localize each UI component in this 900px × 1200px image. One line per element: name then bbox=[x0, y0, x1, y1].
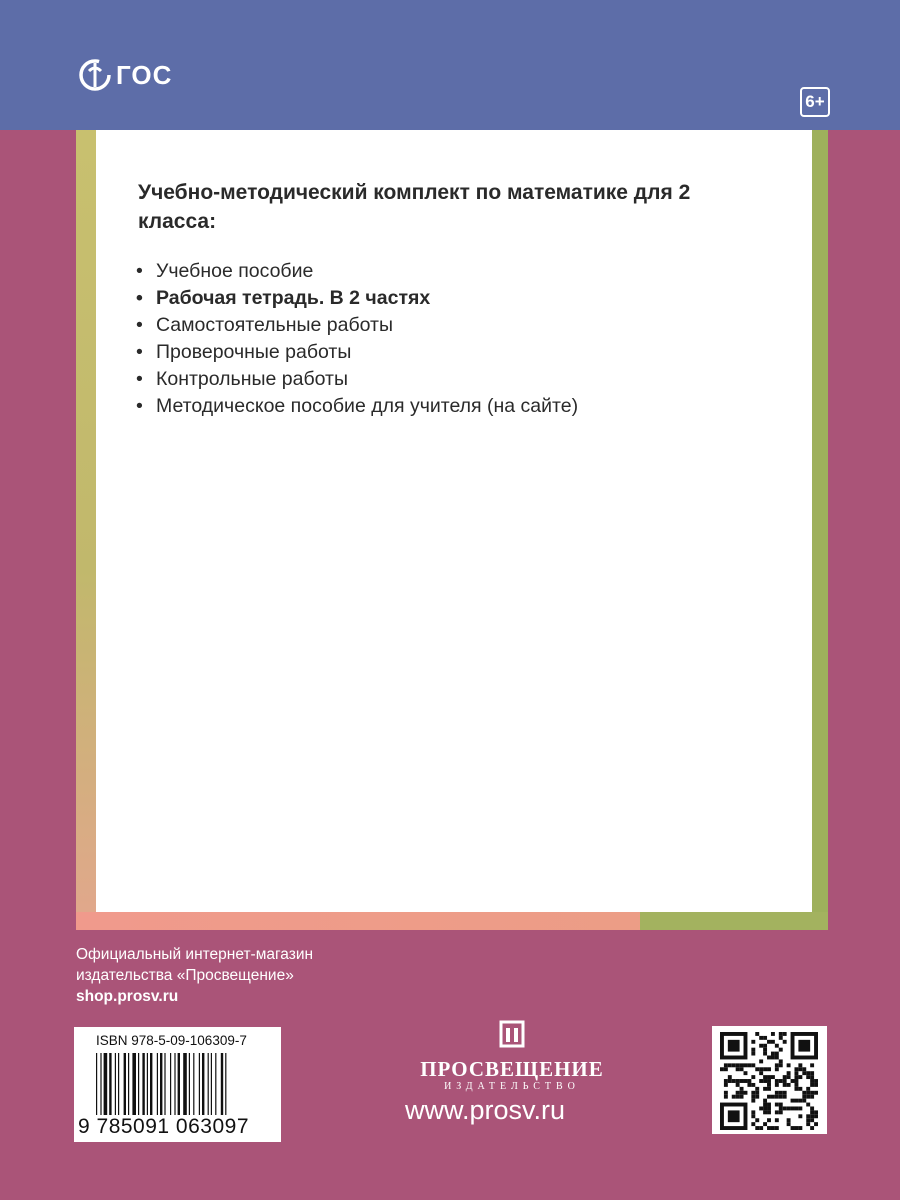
barcode-bar bbox=[164, 1053, 165, 1115]
qr-code-box[interactable] bbox=[712, 1026, 827, 1134]
barcode-bar bbox=[208, 1053, 209, 1115]
qr-module bbox=[810, 1063, 814, 1067]
barcode-bar bbox=[104, 1053, 108, 1115]
qr-module bbox=[802, 1091, 806, 1095]
qr-module bbox=[806, 1114, 810, 1118]
qr-module bbox=[775, 1126, 779, 1130]
qr-module bbox=[775, 1063, 779, 1067]
qr-module bbox=[771, 1095, 775, 1099]
qr-module bbox=[791, 1099, 795, 1103]
qr-module bbox=[728, 1079, 732, 1083]
qr-module bbox=[798, 1087, 802, 1091]
qr-module bbox=[767, 1110, 771, 1114]
qr-module bbox=[767, 1067, 771, 1071]
qr-module bbox=[787, 1083, 791, 1087]
qr-module bbox=[759, 1036, 763, 1040]
qr-module bbox=[783, 1106, 787, 1110]
qr-module bbox=[798, 1075, 802, 1079]
qr-module bbox=[775, 1095, 779, 1099]
bullet: • bbox=[136, 314, 143, 336]
qr-module bbox=[755, 1091, 759, 1095]
qr-module bbox=[802, 1095, 806, 1099]
qr-module bbox=[798, 1126, 802, 1130]
qr-module bbox=[783, 1075, 787, 1079]
qr-module bbox=[779, 1063, 783, 1067]
qr-module bbox=[806, 1071, 810, 1075]
bullet: • bbox=[136, 260, 143, 282]
qr-module bbox=[724, 1067, 728, 1071]
shop-line-1: Официальный интернет-магазин bbox=[76, 946, 314, 963]
qr-module bbox=[740, 1067, 744, 1071]
qr-module bbox=[736, 1091, 740, 1095]
qr-module bbox=[763, 1048, 767, 1052]
qr-module bbox=[779, 1048, 783, 1052]
shop-url-link[interactable]: shop.prosv.ru bbox=[76, 988, 179, 1005]
qr-module bbox=[744, 1063, 748, 1067]
qr-module bbox=[783, 1091, 787, 1095]
qr-module bbox=[720, 1067, 724, 1071]
qr-module bbox=[783, 1095, 787, 1099]
panel-bottom-edge bbox=[76, 912, 828, 930]
qr-module bbox=[798, 1040, 810, 1052]
qr-module bbox=[736, 1079, 740, 1083]
barcode-bar bbox=[132, 1053, 136, 1115]
qr-module bbox=[751, 1083, 755, 1087]
qr-module bbox=[775, 1044, 779, 1048]
barcode-bar bbox=[109, 1053, 111, 1115]
qr-module bbox=[779, 1079, 783, 1083]
qr-module bbox=[810, 1118, 814, 1122]
qr-module bbox=[751, 1091, 755, 1095]
qr-module bbox=[759, 1044, 763, 1048]
qr-module bbox=[755, 1087, 759, 1091]
qr-module bbox=[787, 1106, 791, 1110]
qr-module bbox=[759, 1059, 763, 1063]
bullet: • bbox=[136, 287, 143, 309]
barcode-bar bbox=[160, 1053, 162, 1115]
qr-module bbox=[759, 1067, 763, 1071]
list-item bbox=[136, 285, 578, 312]
qr-module bbox=[814, 1110, 818, 1114]
qr-module bbox=[767, 1126, 771, 1130]
barcode-bar bbox=[193, 1053, 194, 1115]
qr-module bbox=[787, 1063, 791, 1067]
qr-module bbox=[779, 1059, 783, 1063]
qr-module bbox=[810, 1110, 814, 1114]
qr-module bbox=[798, 1106, 802, 1110]
qr-module bbox=[759, 1106, 763, 1110]
qr-module bbox=[814, 1091, 818, 1095]
qr-module bbox=[810, 1091, 814, 1095]
qr-module bbox=[810, 1075, 814, 1079]
barcode-bar bbox=[150, 1053, 152, 1115]
age-rating-badge: 6+ bbox=[800, 87, 830, 117]
qr-module bbox=[767, 1118, 771, 1122]
qr-module bbox=[767, 1103, 771, 1107]
qr-module bbox=[736, 1083, 740, 1087]
qr-module bbox=[767, 1095, 771, 1099]
list-item bbox=[136, 366, 578, 393]
qr-module bbox=[775, 1110, 779, 1114]
qr-module bbox=[751, 1110, 755, 1114]
qr-module bbox=[794, 1087, 798, 1091]
qr-module bbox=[747, 1063, 751, 1067]
qr-module bbox=[728, 1075, 732, 1079]
qr-module bbox=[783, 1079, 787, 1083]
qr-module bbox=[802, 1067, 806, 1071]
barcode-bar bbox=[100, 1053, 101, 1115]
qr-module bbox=[724, 1091, 728, 1095]
qr-module bbox=[767, 1040, 771, 1044]
qr-module bbox=[775, 1056, 779, 1060]
qr-module bbox=[763, 1075, 767, 1079]
qr-module bbox=[802, 1071, 806, 1075]
qr-module bbox=[747, 1079, 751, 1083]
barcode-bar bbox=[115, 1053, 116, 1115]
bullet: • bbox=[136, 395, 143, 417]
qr-module bbox=[779, 1110, 783, 1114]
qr-module bbox=[771, 1126, 775, 1130]
qr-module bbox=[791, 1126, 795, 1130]
qr-module bbox=[775, 1118, 779, 1122]
barcode-bar bbox=[202, 1053, 204, 1115]
qr-module bbox=[728, 1040, 740, 1052]
qr-module bbox=[767, 1087, 771, 1091]
qr-module bbox=[763, 1087, 767, 1091]
kit-item-independent-work: Самостоятельные работы bbox=[156, 314, 393, 336]
qr-module bbox=[806, 1118, 810, 1122]
qr-module bbox=[724, 1063, 728, 1067]
publisher-subtitle: ИЗДАТЕЛЬСТВО bbox=[444, 1081, 580, 1092]
barcode-icon bbox=[96, 1053, 281, 1115]
qr-module bbox=[783, 1040, 787, 1044]
barcode-bar bbox=[157, 1053, 158, 1115]
qr-module bbox=[787, 1122, 791, 1126]
qr-module bbox=[751, 1099, 755, 1103]
qr-module bbox=[740, 1095, 744, 1099]
qr-module bbox=[751, 1063, 755, 1067]
barcode-bar bbox=[183, 1053, 187, 1115]
qr-module bbox=[751, 1075, 755, 1079]
qr-module bbox=[759, 1126, 763, 1130]
barcode-bar bbox=[118, 1053, 119, 1115]
qr-module bbox=[751, 1048, 755, 1052]
publisher-emblem-icon bbox=[495, 1020, 529, 1050]
panel-right-edge bbox=[812, 130, 828, 930]
qr-module bbox=[810, 1126, 814, 1130]
qr-module bbox=[767, 1079, 771, 1083]
isbn-barcode-box bbox=[74, 1027, 281, 1142]
qr-module bbox=[806, 1122, 810, 1126]
fgos-emblem-icon bbox=[78, 58, 112, 92]
qr-module bbox=[763, 1099, 767, 1103]
qr-module bbox=[763, 1044, 767, 1048]
qr-module bbox=[771, 1032, 775, 1036]
qr-module bbox=[779, 1106, 783, 1110]
qr-module bbox=[763, 1106, 767, 1110]
qr-module bbox=[810, 1071, 814, 1075]
qr-module bbox=[755, 1126, 759, 1130]
qr-module bbox=[767, 1106, 771, 1110]
qr-module bbox=[775, 1052, 779, 1056]
qr-module bbox=[751, 1040, 755, 1044]
qr-module bbox=[751, 1114, 755, 1118]
qr-module bbox=[775, 1103, 779, 1107]
qr-module bbox=[744, 1079, 748, 1083]
publisher-url-link[interactable]: www.prosv.ru bbox=[405, 1095, 566, 1125]
qr-module bbox=[806, 1091, 810, 1095]
qr-module bbox=[806, 1087, 810, 1091]
qr-module bbox=[779, 1032, 783, 1036]
barcode-bar bbox=[170, 1053, 171, 1115]
barcode-bar bbox=[189, 1053, 190, 1115]
list-item bbox=[136, 393, 578, 420]
qr-module bbox=[771, 1040, 775, 1044]
qr-module bbox=[728, 1110, 740, 1122]
qr-module bbox=[740, 1063, 744, 1067]
qr-module bbox=[794, 1071, 798, 1075]
qr-module bbox=[732, 1095, 736, 1099]
qr-module bbox=[787, 1075, 791, 1079]
barcode-bar bbox=[138, 1053, 139, 1115]
list-item bbox=[136, 312, 578, 339]
qr-module bbox=[763, 1052, 767, 1056]
qr-module bbox=[767, 1083, 771, 1087]
qr-module bbox=[724, 1079, 728, 1083]
qr-module bbox=[724, 1083, 728, 1087]
qr-module bbox=[732, 1079, 736, 1083]
qr-module bbox=[767, 1056, 771, 1060]
qr-module bbox=[736, 1095, 740, 1099]
qr-module bbox=[763, 1079, 767, 1083]
qr-module bbox=[806, 1075, 810, 1079]
qr-module bbox=[798, 1067, 802, 1071]
qr-module bbox=[814, 1114, 818, 1118]
qr-module bbox=[810, 1083, 814, 1087]
barcode-bar bbox=[178, 1053, 180, 1115]
barcode-bar bbox=[124, 1053, 126, 1115]
qr-module bbox=[794, 1099, 798, 1103]
publisher-name: ПРОСВЕЩЕНИЕ bbox=[420, 1057, 604, 1081]
bullet: • bbox=[136, 341, 143, 363]
barcode-bar bbox=[147, 1053, 148, 1115]
qr-module bbox=[791, 1106, 795, 1110]
barcode-bar bbox=[215, 1053, 216, 1115]
qr-module bbox=[814, 1122, 818, 1126]
qr-module bbox=[755, 1095, 759, 1099]
barcode-bar bbox=[128, 1053, 129, 1115]
qr-module bbox=[759, 1071, 763, 1075]
qr-module bbox=[783, 1032, 787, 1036]
qr-module bbox=[779, 1103, 783, 1107]
qr-module bbox=[751, 1052, 755, 1056]
kit-title: Учебно-методический комплект по математике для 2 класса: bbox=[138, 181, 691, 233]
qr-module bbox=[755, 1032, 759, 1036]
qr-module bbox=[794, 1079, 798, 1083]
qr-module bbox=[724, 1095, 728, 1099]
barcode-bar bbox=[199, 1053, 200, 1115]
qr-module bbox=[794, 1083, 798, 1087]
kit-item-textbook: Учебное пособие bbox=[156, 260, 314, 282]
fgos-label: ГОС bbox=[116, 59, 173, 90]
qr-module bbox=[802, 1099, 806, 1103]
qr-module bbox=[814, 1079, 818, 1083]
fgos-logo bbox=[78, 58, 172, 92]
qr-module bbox=[798, 1114, 802, 1118]
qr-module bbox=[775, 1083, 779, 1087]
shop-info bbox=[76, 944, 313, 1007]
qr-module bbox=[740, 1079, 744, 1083]
qr-module bbox=[763, 1122, 767, 1126]
qr-module bbox=[755, 1118, 759, 1122]
qr-module bbox=[810, 1114, 814, 1118]
qr-module bbox=[810, 1106, 814, 1110]
qr-module bbox=[791, 1079, 795, 1083]
publisher-logo bbox=[412, 1020, 612, 1092]
qr-module bbox=[740, 1091, 744, 1095]
kit-item-workbook: Рабочая тетрадь. В 2 частях bbox=[156, 287, 431, 309]
bullet: • bbox=[136, 368, 143, 390]
qr-module bbox=[763, 1067, 767, 1071]
qr-module bbox=[763, 1036, 767, 1040]
barcode-bar bbox=[211, 1053, 212, 1115]
qr-module bbox=[775, 1079, 779, 1083]
content-panel bbox=[96, 130, 812, 912]
qr-module bbox=[736, 1067, 740, 1071]
qr-module bbox=[810, 1079, 814, 1083]
qr-module bbox=[763, 1103, 767, 1107]
qr-module bbox=[787, 1071, 791, 1075]
qr-module bbox=[779, 1095, 783, 1099]
qr-module bbox=[787, 1118, 791, 1122]
qr-module bbox=[744, 1091, 748, 1095]
qr-module bbox=[767, 1075, 771, 1079]
qr-module bbox=[806, 1103, 810, 1107]
list-item bbox=[136, 339, 578, 366]
isbn-digits: 9 785091 063097 bbox=[78, 1115, 249, 1138]
qr-module bbox=[732, 1063, 736, 1067]
barcode-bar bbox=[174, 1053, 175, 1115]
qr-module bbox=[810, 1095, 814, 1099]
qr-module bbox=[775, 1091, 779, 1095]
isbn-label: ISBN 978-5-09-106309-7 bbox=[96, 1033, 247, 1048]
qr-module bbox=[759, 1079, 763, 1083]
qr-code-icon bbox=[720, 1032, 818, 1130]
qr-module bbox=[783, 1083, 787, 1087]
qr-module bbox=[794, 1075, 798, 1079]
qr-module bbox=[755, 1067, 759, 1071]
qr-module bbox=[736, 1063, 740, 1067]
qr-module bbox=[751, 1095, 755, 1099]
barcode-bar bbox=[96, 1053, 97, 1115]
qr-module bbox=[779, 1036, 783, 1040]
qr-module bbox=[747, 1083, 751, 1087]
kit-item-teacher-guide: Методическое пособие для учителя (на сайте) bbox=[156, 395, 579, 417]
qr-module bbox=[763, 1110, 767, 1114]
qr-module bbox=[728, 1063, 732, 1067]
qr-module bbox=[798, 1063, 802, 1067]
list-item bbox=[136, 258, 578, 285]
qr-module bbox=[794, 1067, 798, 1071]
kit-item-tests: Контрольные работы bbox=[156, 368, 348, 390]
qr-module bbox=[771, 1056, 775, 1060]
kit-list bbox=[136, 258, 578, 420]
qr-module bbox=[779, 1091, 783, 1095]
qr-module bbox=[771, 1075, 775, 1079]
qr-module bbox=[794, 1126, 798, 1130]
qr-module bbox=[740, 1087, 744, 1091]
qr-module bbox=[806, 1095, 810, 1099]
qr-module bbox=[798, 1099, 802, 1103]
qr-module bbox=[775, 1067, 779, 1071]
qr-module bbox=[794, 1106, 798, 1110]
qr-module bbox=[814, 1083, 818, 1087]
qr-module bbox=[771, 1052, 775, 1056]
barcode-bar bbox=[225, 1053, 226, 1115]
barcode-bar bbox=[221, 1053, 223, 1115]
shop-line-2: издательства «Просвещение» bbox=[76, 967, 294, 984]
barcode-bar bbox=[142, 1053, 144, 1115]
kit-item-checks: Проверочные работы bbox=[156, 341, 352, 363]
qr-module bbox=[744, 1071, 748, 1075]
qr-module bbox=[751, 1122, 755, 1126]
